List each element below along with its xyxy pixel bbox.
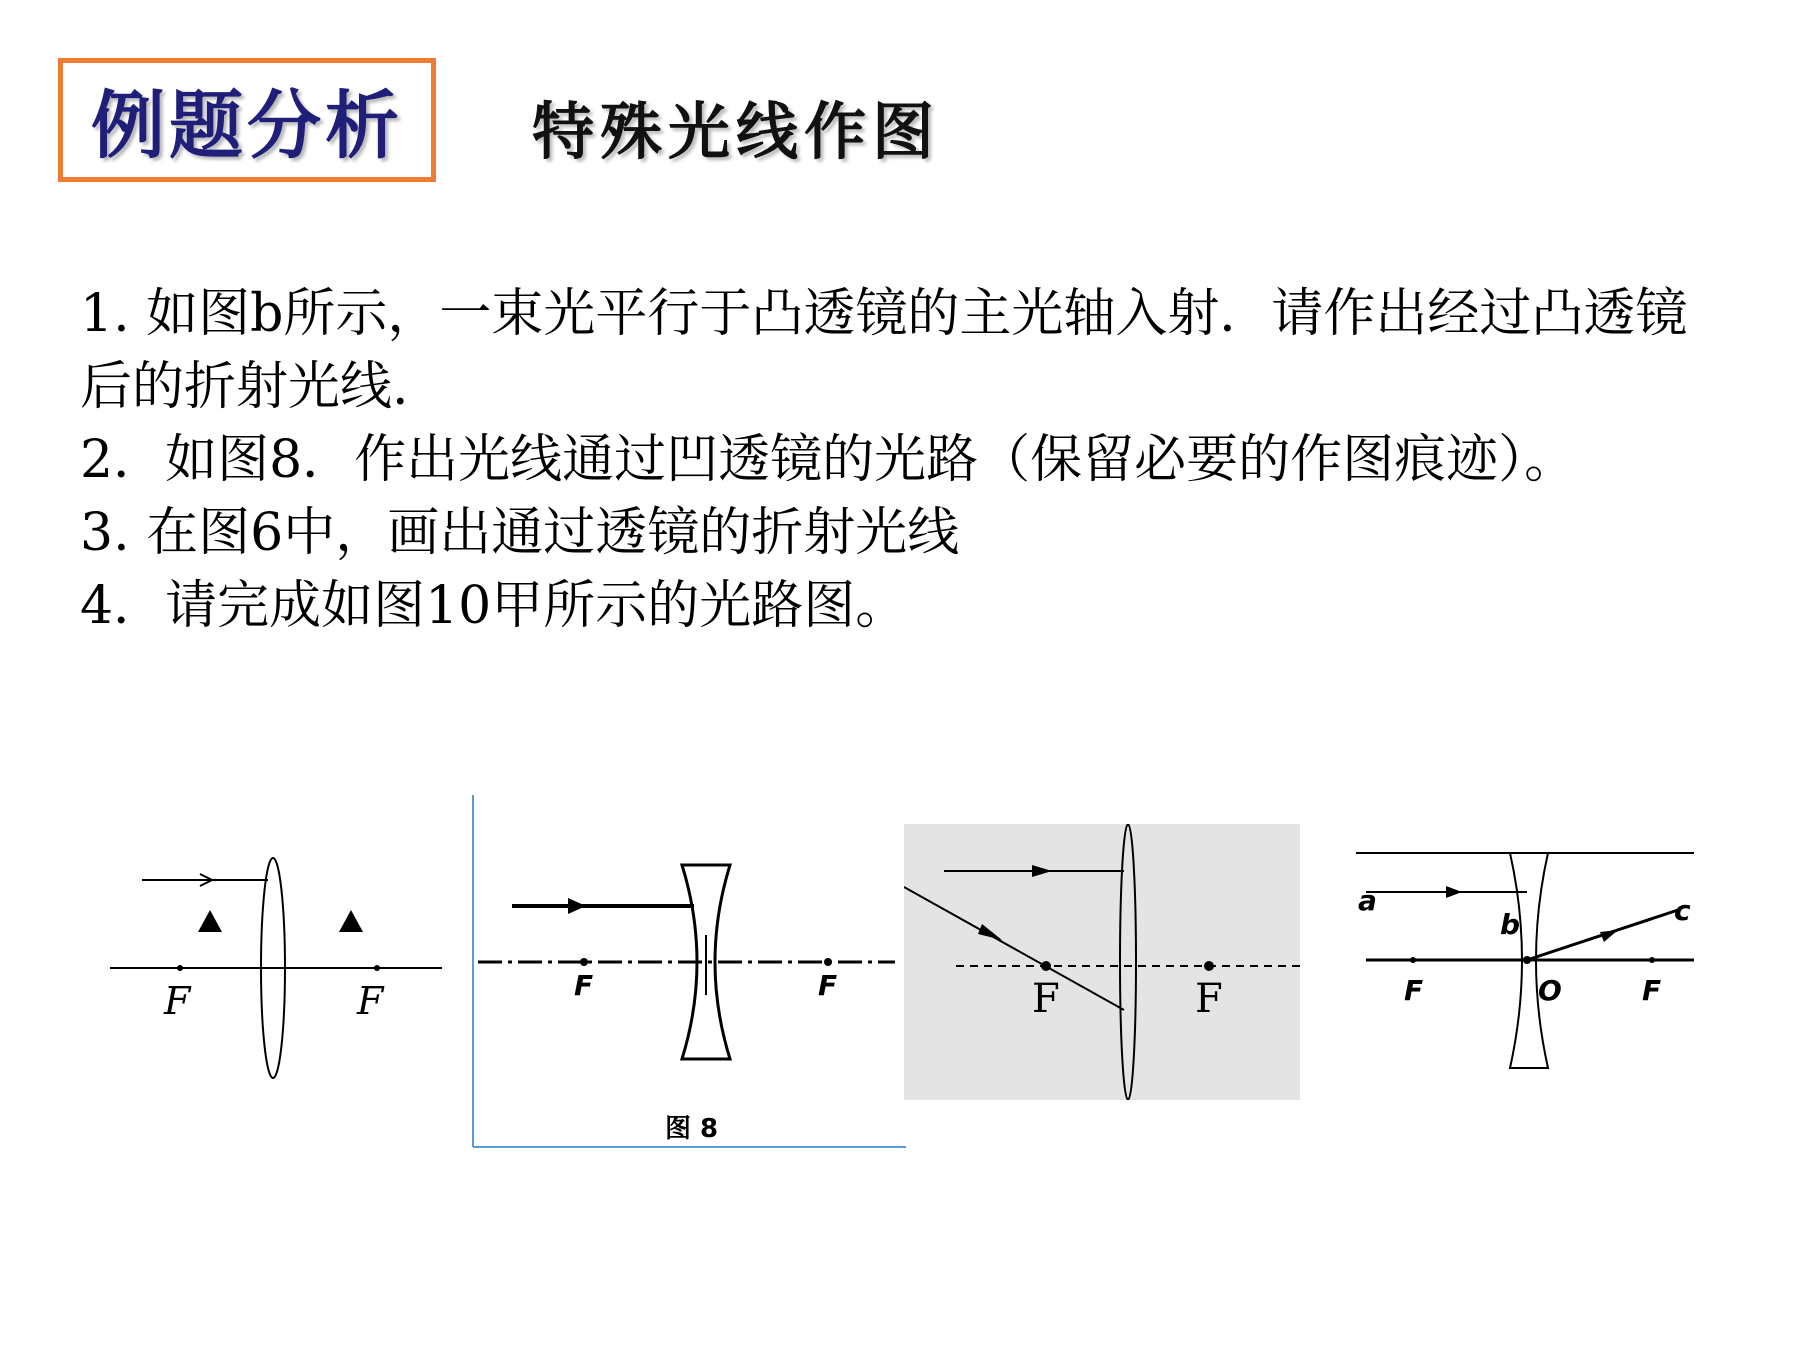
figure-convex-lens-gray — [904, 824, 1300, 1100]
focus-point-right — [1204, 961, 1214, 971]
figure-concave-lens-10 — [1356, 850, 1696, 1074]
question-4: 4．请完成如图10甲所示的光路图。 — [80, 576, 908, 636]
ray-arrow-icon — [568, 898, 586, 914]
focus-point-left — [1410, 957, 1416, 963]
focus-label-left: F — [574, 969, 594, 1002]
question-list — [80, 278, 1720, 643]
object-triangle-left — [198, 910, 222, 932]
focus-label-right: F — [1642, 974, 1662, 1007]
section-title: 例题分析 — [91, 83, 403, 169]
question-3: 3. 在图6中，画出通过透镜的折射光线 — [80, 503, 960, 563]
figure-convex-lens-parallel — [100, 850, 450, 1090]
object-triangle-right — [339, 910, 363, 932]
question-2: 2．如图8．作出光线通过凹透镜的光路（保留必要的作图痕迹）。 — [80, 430, 1577, 490]
focus-point-right — [1649, 957, 1655, 963]
focus-point-right — [824, 958, 832, 966]
focus-label-right: F — [818, 969, 838, 1002]
focus-label-right: F — [1195, 976, 1223, 1022]
focus-point-left — [177, 965, 183, 971]
point-label-o: O — [1538, 974, 1562, 1007]
focus-label-left: F — [1404, 974, 1424, 1007]
focus-point-right — [374, 965, 380, 971]
point-label-c: c — [1674, 894, 1691, 927]
optical-center-point — [1523, 956, 1531, 964]
focus-label-left: F — [1032, 976, 1060, 1022]
focus-label-right: F — [357, 979, 384, 1023]
figure-caption: 图 8 — [665, 1114, 719, 1144]
ray-arrow-icon — [1446, 886, 1462, 898]
focus-label-left: F — [164, 979, 191, 1023]
refracted-ray-arrow-icon — [1600, 930, 1618, 942]
slide-subtitle: 特殊光线作图 — [532, 95, 941, 168]
figure-background — [904, 824, 1300, 1100]
section-title-box — [58, 58, 436, 182]
question-1: 1. 如图b所示，一束光平行于凸透镜的主光轴入射．请作出经过凸透镜后的折射光线. — [80, 284, 1688, 417]
figure-concave-lens-8 — [470, 795, 906, 1155]
focus-point-left — [580, 958, 588, 966]
focus-point-left — [1041, 961, 1051, 971]
point-label-a: a — [1358, 884, 1377, 917]
point-label-b: b — [1500, 908, 1521, 941]
